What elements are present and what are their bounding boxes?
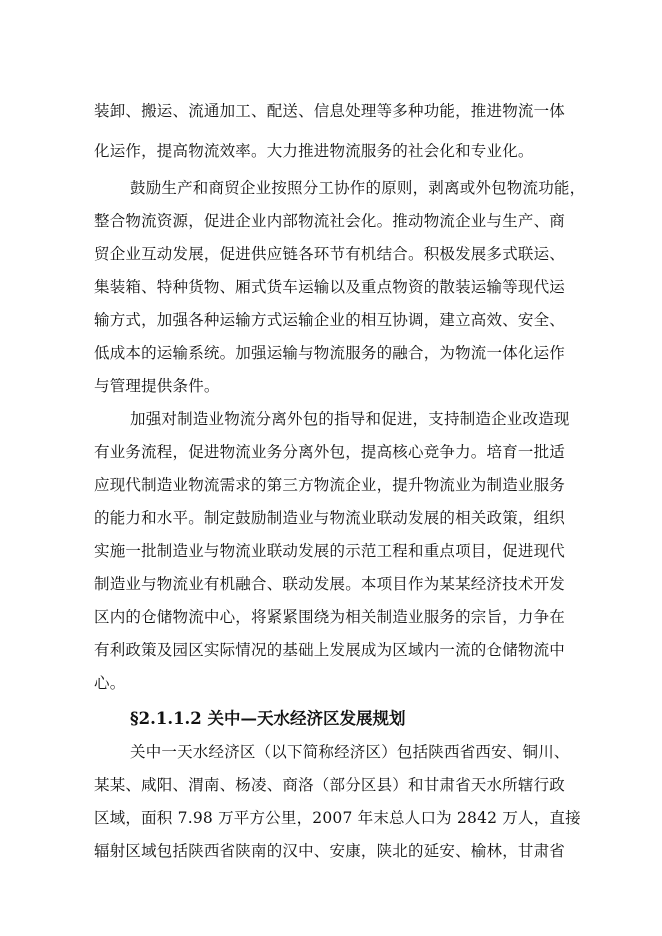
paragraph-start-line: 鼓励生产和商贸企业按照分工协作的原则，剥离或外包物流功能， [130,179,586,197]
body-line: 实施一批制造业与物流业联动发展的示范工程和重点项目，促进现代 [94,542,566,560]
body-line: 有业务流程，促进物流业务分离外包，提高核心竞争力。培育一批适 [94,443,566,461]
body-line: 整合物流资源，促进企业内部物流社会化。推动物流企业与生产、商 [94,212,566,230]
body-line: 辐射区域包括陕西省陕南的汉中、安康，陕北的延安、榆林，甘肃省 [94,842,566,860]
body-line: 化运作，提高物流效率。大力推进物流服务的社会化和专业化。 [94,142,534,160]
body-line: 的能力和水平。制定鼓励制造业与物流业联动发展的相关政策，组织 [94,509,566,527]
body-line: 心。 [94,674,126,692]
section-heading: §2.1.1.2 关中—天水经济区发展规划 [130,709,406,728]
body-line: 低成本的运输系统。加强运输与物流服务的融合，为物流一体化运作 [94,344,566,362]
body-line: 区域，面积 7.98 万平方公里，2007 年末总人口为 2842 万人，直接 [94,809,581,827]
body-line: 有利政策及园区实际情况的基础上发展成为区域内一流的仓储物流中 [94,641,566,659]
body-line: 区内的仓储物流中心，将紧紧围绕为相关制造业服务的宗旨，力争在 [94,608,566,626]
body-line: 某某、咸阳、渭南、杨凌、商洛（部分区县）和甘肃省天水所辖行政 [94,776,566,794]
paragraph-start-line: 加强对制造业物流分离外包的指导和促进，支持制造企业改造现 [130,410,570,428]
body-line: 集装箱、特种货物、厢式货车运输以及重点物资的散装运输等现代运 [94,278,566,296]
body-line: 贸企业互动发展，促进供应链各环节有机结合。积极发展多式联运、 [94,245,566,263]
body-line: 制造业与物流业有机融合、联动发展。本项目作为某某经济技术开发 [94,575,566,593]
body-line: 输方式，加强各种运输方式运输企业的相互协调，建立高效、安全、 [94,311,566,329]
body-line: 与管理提供条件。 [94,377,220,395]
body-line: 应现代制造业物流需求的第三方物流企业，提升物流业为制造业服务 [94,476,566,494]
paragraph-start-line: 关中一天水经济区（以下简称经济区）包括陕西省西安、铜川、 [130,743,570,761]
body-line: 装卸、搬运、流通加工、配送、信息处理等多种功能，推进物流一体 [94,102,566,120]
